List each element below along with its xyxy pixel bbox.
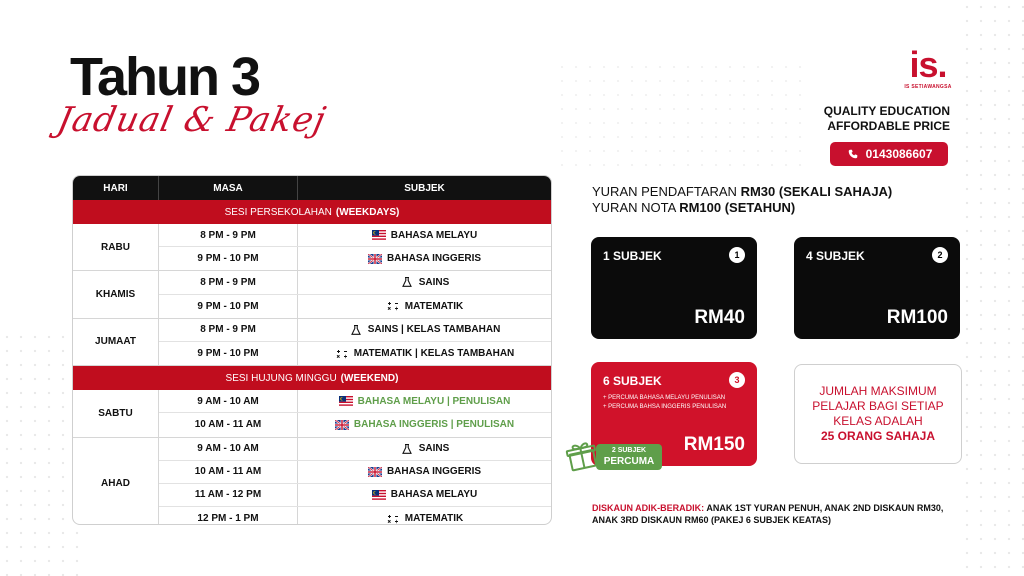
subject-label: MATEMATIK bbox=[404, 300, 464, 312]
discount-text: ANAK 1ST YURAN PENUH, ANAK 2ND DISKAUN RM30, ANAK 3RD DISKAUN RM60 (PAKEJ 6 SUBJEK KEATAS) bbox=[592, 503, 944, 525]
weekday-session-tag: (WEEKDAYS) bbox=[335, 206, 400, 218]
weekend-groups bbox=[73, 390, 551, 525]
logo-mark: is. bbox=[909, 44, 947, 85]
flask-icon bbox=[400, 277, 414, 287]
table-row bbox=[159, 438, 551, 461]
package-extra-item: + PERCUMA BAHSA INGGERIS PENULISAN bbox=[603, 403, 726, 412]
package-name: 4 SUBJEK bbox=[806, 249, 865, 263]
time-cell: 9 PM - 10 PM bbox=[159, 247, 298, 270]
time-cell: 10 AM - 11 AM bbox=[159, 461, 298, 483]
package-extra-item: + PERCUMA BAHASA MELAYU PENULISAN bbox=[603, 394, 726, 403]
max-note-line-4: 25 ORANG SAHAJA bbox=[820, 429, 936, 443]
max-note-line-3: KELAS ADALAH bbox=[833, 414, 923, 428]
fee-notes-value: RM100 (SETAHUN) bbox=[679, 200, 796, 215]
phone-button[interactable] bbox=[830, 142, 948, 166]
table-row bbox=[159, 271, 551, 294]
day-rows bbox=[159, 390, 551, 436]
phone-number: 0143086607 bbox=[865, 147, 933, 161]
phone-icon bbox=[846, 149, 860, 159]
package-name: 1 SUBJEK bbox=[603, 249, 662, 263]
max-students-note bbox=[794, 364, 962, 464]
dot-pattern-right bbox=[960, 0, 1024, 576]
logo-subtext: IS SETIAWANGSA bbox=[904, 84, 952, 90]
fee-notes-label: YURAN NOTA bbox=[592, 200, 676, 215]
malaysia-flag-icon bbox=[339, 396, 353, 406]
flask-icon bbox=[349, 325, 363, 335]
malaysia-flag-icon bbox=[372, 230, 386, 240]
time-cell: 9 PM - 10 PM bbox=[159, 295, 298, 318]
day-rows bbox=[159, 271, 551, 317]
free-subjects-badge bbox=[596, 444, 662, 470]
subject-cell bbox=[298, 342, 551, 365]
package-extras bbox=[603, 394, 726, 412]
day-label: AHAD bbox=[73, 438, 159, 526]
brand-logo bbox=[900, 46, 956, 90]
table-row bbox=[159, 413, 551, 436]
subject-cell bbox=[298, 461, 551, 483]
day-rows bbox=[159, 224, 551, 270]
subject-label: MATEMATIK bbox=[404, 513, 464, 525]
free-badge-line-1: 2 SUBJEK bbox=[611, 447, 647, 454]
table-header bbox=[73, 176, 551, 200]
package-price: RM40 bbox=[694, 307, 745, 328]
uk-flag-icon bbox=[368, 467, 382, 477]
subject-cell bbox=[298, 295, 551, 318]
day-label: SABTU bbox=[73, 390, 159, 436]
package-number-badge: 3 bbox=[729, 372, 745, 388]
package-card-1-subjek[interactable] bbox=[591, 237, 757, 339]
dot-pattern-mid bbox=[555, 60, 805, 170]
time-cell: 8 PM - 9 PM bbox=[159, 271, 298, 293]
header-subjek: SUBJEK bbox=[404, 182, 445, 194]
time-cell: 9 AM - 10 AM bbox=[159, 390, 298, 412]
dot-pattern-left bbox=[0, 330, 80, 576]
subject-label: BAHASA INGGERIS bbox=[386, 253, 482, 265]
header-hari: HARI bbox=[73, 176, 159, 200]
schedule-table bbox=[72, 175, 552, 525]
subject-label: BAHASA MELAYU bbox=[390, 229, 478, 241]
flask-icon bbox=[400, 444, 414, 454]
subject-cell bbox=[298, 390, 551, 412]
subject-cell bbox=[298, 319, 551, 341]
subject-label: SAINS bbox=[418, 276, 450, 288]
subject-cell bbox=[298, 413, 551, 436]
day-rows bbox=[159, 438, 551, 526]
day-label: JUMAAT bbox=[73, 319, 159, 365]
subject-cell bbox=[298, 224, 551, 246]
subject-label: BAHASA INGGERIS | PENULISAN bbox=[353, 419, 515, 431]
uk-flag-icon bbox=[368, 254, 382, 264]
fees-info bbox=[592, 184, 892, 216]
subject-cell bbox=[298, 247, 551, 270]
page-subtitle: Jadual & Pakej bbox=[53, 100, 330, 140]
day-group-rabu bbox=[73, 224, 551, 271]
day-group-khamis bbox=[73, 271, 551, 318]
subject-cell bbox=[298, 507, 551, 525]
weekend-session-label: SESI HUJUNG MINGGU bbox=[225, 372, 337, 384]
table-row bbox=[159, 319, 551, 342]
weekend-session-tag: (WEEKEND) bbox=[340, 372, 399, 384]
time-cell: 12 PM - 1 PM bbox=[159, 507, 298, 525]
package-number-badge: 2 bbox=[932, 247, 948, 263]
table-row bbox=[159, 342, 551, 365]
uk-flag-icon bbox=[335, 420, 349, 430]
max-note-line-2: PELAJAR BAGI SETIAP bbox=[812, 399, 944, 413]
day-rows bbox=[159, 319, 551, 365]
time-cell: 11 AM - 12 PM bbox=[159, 484, 298, 506]
tagline-line-2: AFFORDABLE PRICE bbox=[827, 119, 950, 133]
subject-label: SAINS bbox=[418, 443, 450, 455]
package-card-4-subjek[interactable] bbox=[794, 237, 960, 339]
discount-label: DISKAUN ADIK-BERADIK: bbox=[592, 503, 705, 513]
fee-notes bbox=[592, 200, 892, 216]
math-symbols-icon bbox=[335, 349, 349, 359]
weekend-session-bar bbox=[73, 366, 551, 390]
fee-registration bbox=[592, 184, 892, 200]
time-cell: 8 PM - 9 PM bbox=[159, 319, 298, 341]
package-price: RM150 bbox=[683, 434, 745, 455]
subject-cell bbox=[298, 271, 551, 293]
subject-label: SAINS | KELAS TAMBAHAN bbox=[367, 324, 501, 336]
table-row bbox=[159, 484, 551, 507]
subject-label: BAHASA MELAYU | PENULISAN bbox=[357, 395, 511, 407]
package-number-badge: 1 bbox=[729, 247, 745, 263]
weekday-groups bbox=[73, 224, 551, 366]
fee-registration-value: RM30 (SEKALI SAHAJA) bbox=[740, 184, 893, 199]
subject-cell bbox=[298, 438, 551, 460]
page-title: Tahun 3 bbox=[70, 47, 260, 107]
weekday-session-bar bbox=[73, 200, 551, 224]
time-cell: 9 PM - 10 PM bbox=[159, 342, 298, 365]
sibling-discount-note bbox=[592, 502, 964, 526]
free-badge-line-2: PERCUMA bbox=[603, 456, 655, 467]
time-cell: 10 AM - 11 AM bbox=[159, 413, 298, 436]
weekday-session-label: SESI PERSEKOLAHAN bbox=[224, 206, 332, 218]
package-price: RM100 bbox=[886, 307, 948, 328]
day-label: RABU bbox=[73, 224, 159, 270]
time-cell: 8 PM - 9 PM bbox=[159, 224, 298, 246]
day-group-jumaat bbox=[73, 319, 551, 366]
table-row bbox=[159, 507, 551, 525]
fee-registration-label: YURAN PENDAFTARAN bbox=[592, 184, 737, 199]
day-label: KHAMIS bbox=[73, 271, 159, 317]
subject-label: MATEMATIK | KELAS TAMBAHAN bbox=[353, 348, 515, 360]
table-row bbox=[159, 461, 551, 484]
package-name: 6 SUBJEK bbox=[603, 374, 662, 388]
subject-cell bbox=[298, 484, 551, 506]
math-symbols-icon bbox=[386, 301, 400, 311]
table-row bbox=[159, 295, 551, 318]
table-row bbox=[159, 224, 551, 247]
table-row bbox=[159, 247, 551, 270]
math-symbols-icon bbox=[386, 514, 400, 524]
subject-label: BAHASA MELAYU bbox=[390, 489, 478, 501]
day-group-sabtu bbox=[73, 390, 551, 437]
day-group-ahad bbox=[73, 438, 551, 526]
tagline-line-1: QUALITY EDUCATION bbox=[823, 104, 950, 118]
max-note-line-1: JUMLAH MAKSIMUM bbox=[819, 384, 937, 398]
header-masa: MASA bbox=[159, 176, 298, 200]
subject-label: BAHASA INGGERIS bbox=[386, 466, 482, 478]
tagline bbox=[800, 104, 950, 134]
time-cell: 9 AM - 10 AM bbox=[159, 438, 298, 460]
table-row bbox=[159, 390, 551, 413]
malaysia-flag-icon bbox=[372, 490, 386, 500]
